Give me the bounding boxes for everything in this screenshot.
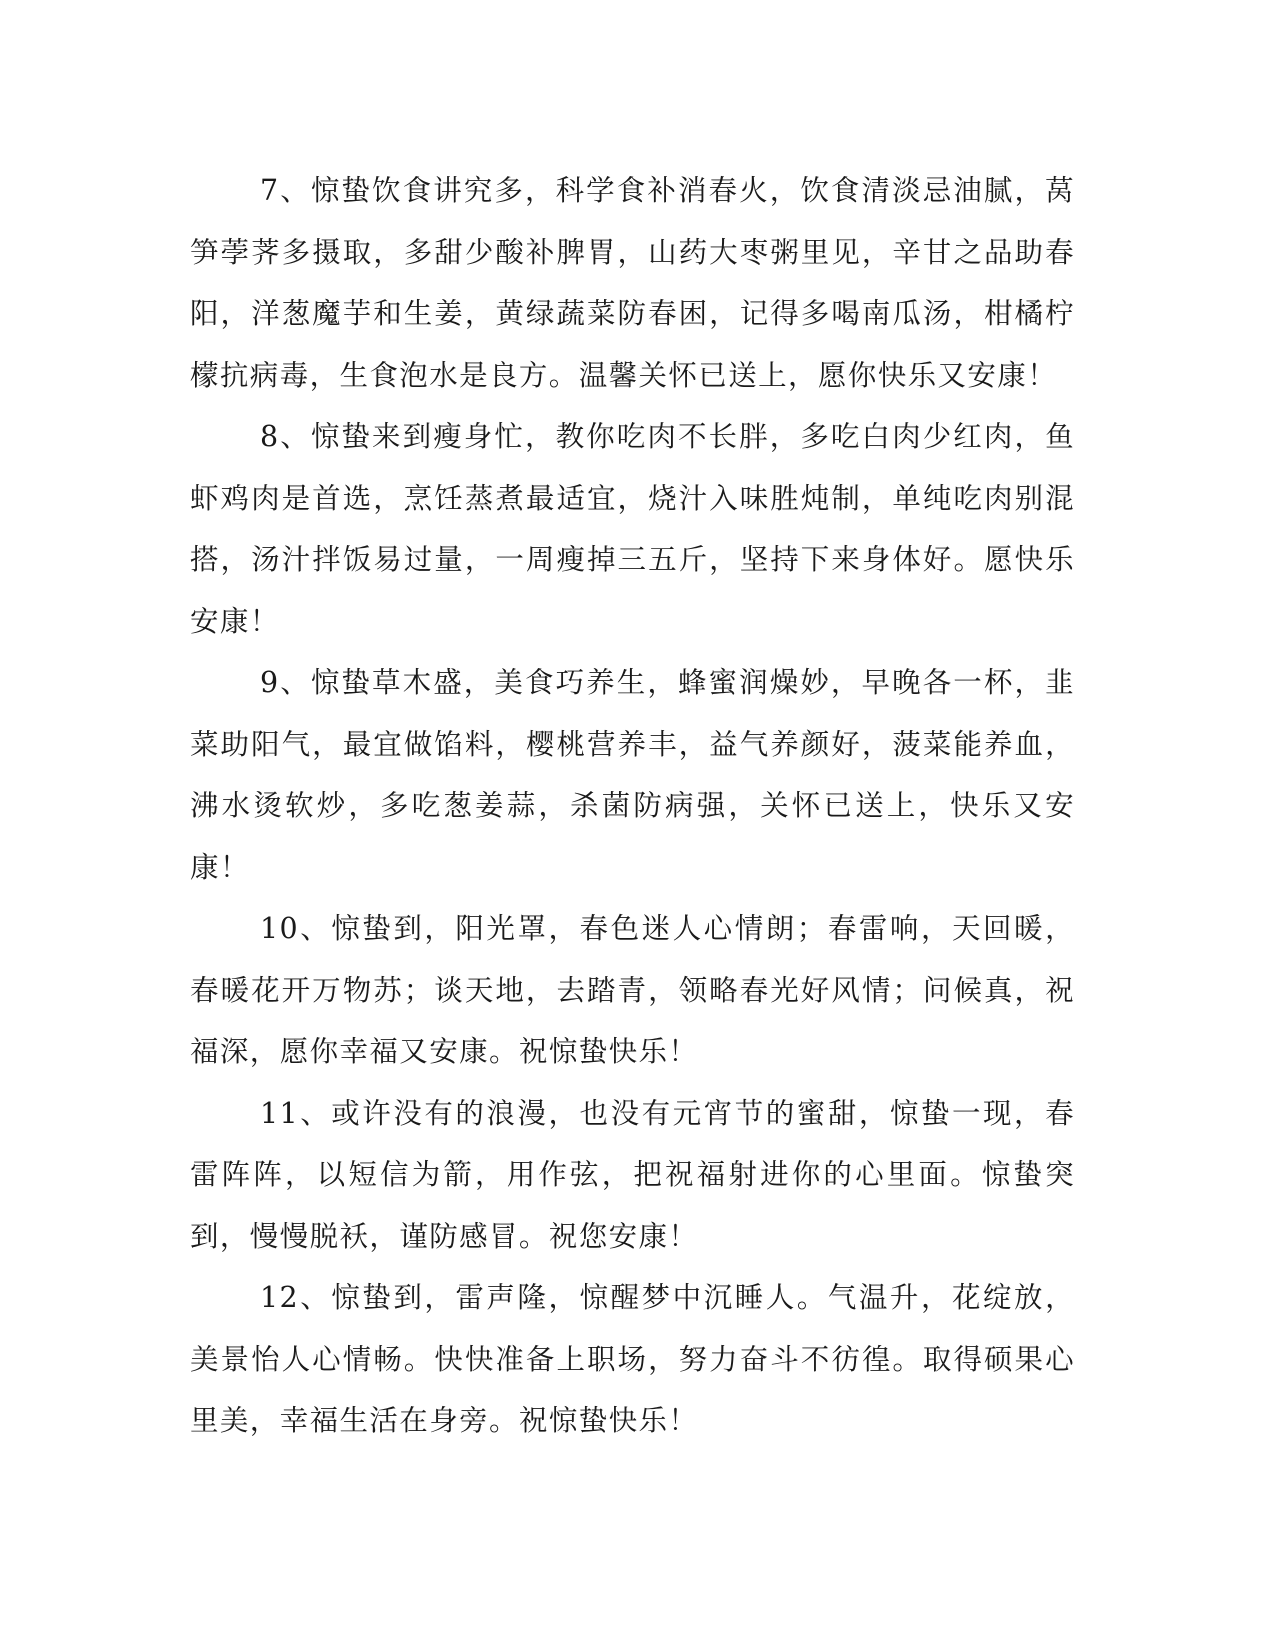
paragraph-7: 7、惊蛰饮食讲究多，科学食补消春火，饮食清淡忌油腻，莴笋荸荠多摄取，多甜少酸补脾胃，山药大枣粥里见，辛甘之品助春阳，洋葱魔芋和生姜，黄绿蔬菜防春困，记得多喝南瓜汤，柑橘柠檬抗病毒，生食泡水是良方。温馨关怀已送上，愿你快乐又安康！ [190,174,1075,392]
paragraph-10: 10、惊蛰到，阳光罩，春色迷人心情朗；春雷响，天回暖，春暖花开万物苏；谈天地，去踏青，领略春光好风情；问候真，祝福深，愿你幸福又安康。祝惊蛰快乐！ [190,912,1075,1068]
paragraph-12: 12、惊蛰到，雷声隆，惊醒梦中沉睡人。气温升，花绽放，美景怡人心情畅。快快准备上职场，努力奋斗不彷徨。取得硕果心里美，幸福生活在身旁。祝惊蛰快乐！ [190,1281,1075,1437]
paragraph-9: 9、惊蛰草木盛，美食巧养生，蜂蜜润燥妙，早晚各一杯，韭菜助阳气，最宜做馅料，樱桃营养丰，益气养颜好，菠菜能养血，沸水烫软炒，多吃葱姜蒜，杀菌防病强，关怀已送上，快乐又安康！ [190,666,1075,884]
paragraph-8: 8、惊蛰来到瘦身忙，教你吃肉不长胖，多吃白肉少红肉，鱼虾鸡肉是首选，烹饪蒸煮最适宜，烧汁入味胜炖制，单纯吃肉别混搭，汤汁拌饭易过量，一周瘦掉三五斤，坚持下来身体好。愿快乐安康！ [190,420,1075,638]
document-body [190,160,1075,1452]
paragraph-11: 11、或许没有的浪漫，也没有元宵节的蜜甜，惊蛰一现，春雷阵阵，以短信为箭，用作弦，把祝福射进你的心里面。惊蛰突到，慢慢脱袄，谨防感冒。祝您安康！ [190,1096,1075,1253]
